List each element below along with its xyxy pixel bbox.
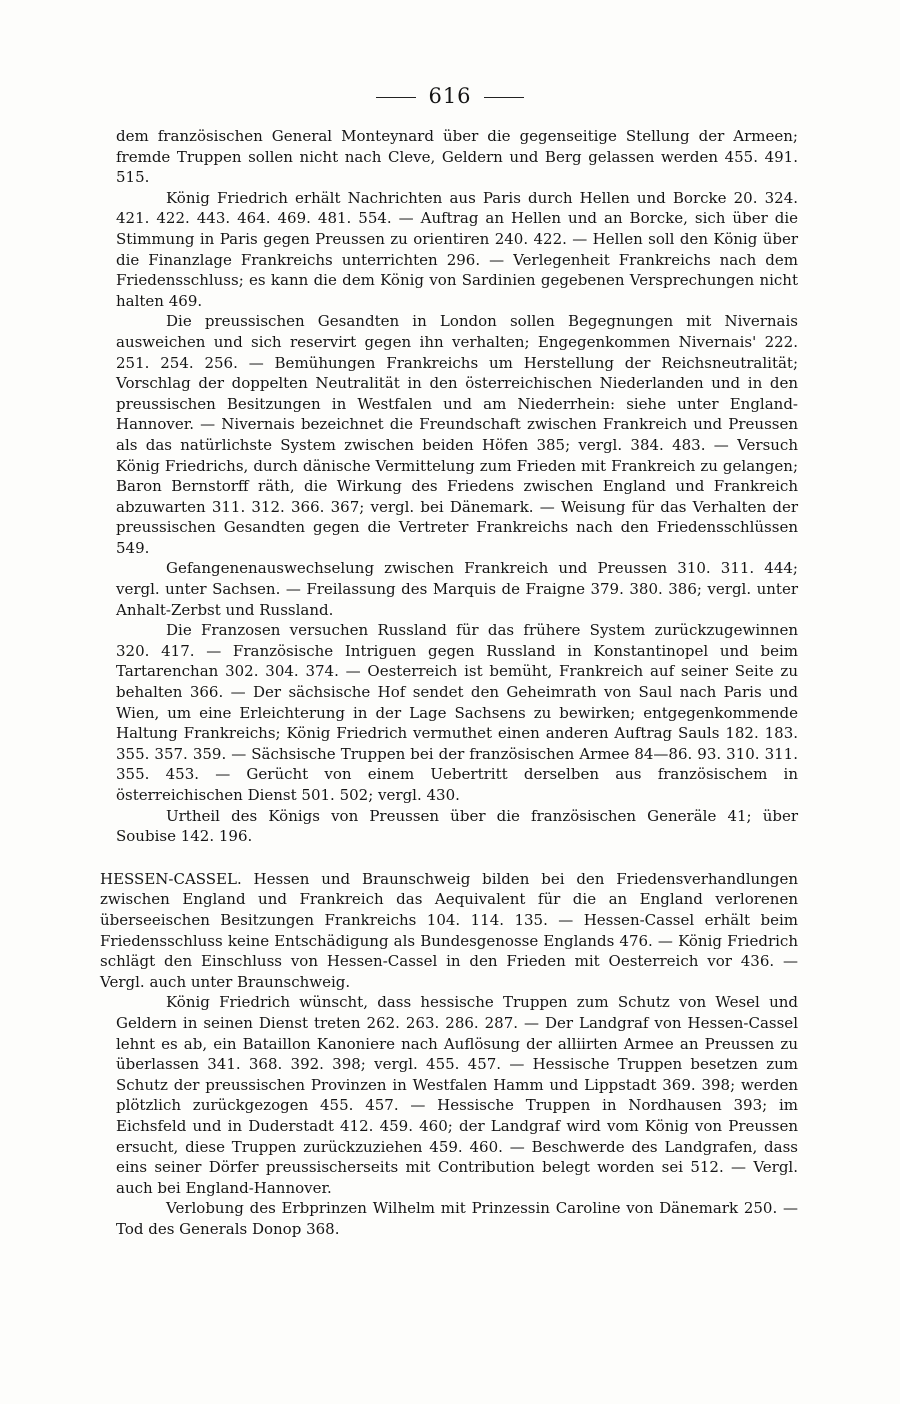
paragraph: Urtheil des Königs von Preussen über die französischen Generäle 41; über Soubise 142. 196.: [116, 806, 798, 846]
paragraph: dem französischen General Monteynard über die gegenseitige Stellung der Armeen; fremde Truppen sollen nicht nach Cleve, Geldern und Berg gelassen werden 455. 491. 515.: [116, 127, 798, 187]
paragraph: Die Franzosen versuchen Russland für das frühere System zurückzugewinnen 320. 417. — Französische Intriguen gegen Russland in Konstantinopel und beim Tartarenchan 302. 304. 374. — Oesterreich ist bemüht, Frankreich auf seiner Seite zu behalten 366. — Der sächsische Hof sendet den Geheimrath von Saul nach Paris und Wien, um eine Erleichterung in der Lage Sachsens zu bewirken; entgegenkommende Haltung Frankreichs; König Friedrich vermuthet einen anderen Auftrag Sauls 182. 183. 355. 357. 359. — Sächsische Truppen bei der französischen Armee 84—86. 93. 310. 311. 355. 453. — Gerücht von einem Uebertritt derselben aus französischem in österreichischen Dienst 501. 502; vergl. 430.: [116, 621, 798, 804]
body-text: [100, 126, 798, 1239]
left-rule: [376, 97, 416, 98]
page-number: [0, 84, 900, 108]
right-rule: [484, 97, 524, 98]
paragraph: König Friedrich erhält Nachrichten aus Paris durch Hellen und Borcke 20. 324. 421. 422. 443. 464. 469. 481. 554. — Auftrag an Hellen und an Borcke, sich über die Stimmung in Paris gegen Preussen zu orientiren 240. 422. — Hellen soll den König über die Finanzlage Frankreichs unterrichten 296. — Verlegenheit Frankreichs nach dem Friedensschluss; es kann die dem König von Sardinien gegebenen Versprechungen nicht halten 469.: [116, 188, 798, 310]
paragraph: Verlobung des Erbprinzen Wilhelm mit Prinzessin Caroline von Dänemark 250. — Tod des Generals Donop 368.: [116, 1199, 798, 1238]
paragraph: König Friedrich wünscht, dass hessische Truppen zum Schutz von Wesel und Geldern in seinen Dienst treten 262. 263. 286. 287. — Der Landgraf von Hessen-Cassel lehnt es ab, ein Bataillon Kanoniere nach Auflösung der alliirten Armee an Preussen zu überlassen 341. 368. 392. 398; vergl. 455. 457. — Hessische Truppen besetzen zum Schutz der preussischen Provinzen in Westfalen Hamm und Lippstadt 369. 398; werden plötzlich zurückgezogen 455. 457. — Hessische Truppen in Nordhausen 393; im Eichsfeld und in Duderstadt 412. 459. 460; der Landgraf wird vom König von Preussen ersucht, diese Truppen zurückzuziehen 459. 460. — Beschwerde des Landgrafen, dass eins seiner Dörfer preussischerseits mit Contribution belegt worden sei 512. — Vergl. auch bei England-Hannover.: [116, 993, 798, 1197]
paragraph: Die preussischen Gesandten in London sollen Begegnungen mit Nivernais ausweichen und sich reservirt gegen ihn verhalten; Engegenkommen Nivernais' 222. 251. 254. 256. — Bemühungen Frankreichs um Herstellung der Reichsneutralität; Vorschlag der doppelten Neutralität in den österreichischen Niederlanden und in den preussischen Besitzungen in Westfalen und am Niederrhein: siehe unter England-Hannover. — Nivernais bezeichnet die Freundschaft zwischen Frankreich und Preussen als das natürlichste System zwischen beiden Höfen 385; vergl. 384. 483. — Versuch König Friedrichs, durch dänische Vermittelung zum Frieden mit Frankreich zu gelangen; Baron Bernstorff räth, die Wirkung des Friedens zwischen England und Frankreich abzuwarten 311. 312. 366. 367; vergl. bei Dänemark. — Weisung für das Verhalten der preussischen Gesandten gegen die Vertreter Frankreichs nach den Friedensschlüssen 549.: [116, 312, 798, 557]
paragraph: Gefangenenauswechselung zwischen Frankreich und Preussen 310. 311. 444; vergl. unter Sachsen. — Freilassung des Marquis de Fraigne 379. 380. 386; vergl. unter Anhalt-Zerbst und Russland.: [116, 559, 798, 619]
page-number-text: 616: [428, 84, 472, 108]
section-gap: [116, 847, 798, 869]
section-heading-paragraph: HESSEN-CASSEL. Hessen und Braunschweig bilden bei den Friedensverhandlungen zwischen England und Frankreich das Aequivalent für die an England verlorenen überseeischen Besitzungen Frankreichs 104. 114. 135. — Hessen-Cassel erhält beim Friedensschluss keine Entschädigung als Bundesgenosse Englands 476. — König Friedrich schlägt den Einschluss von Hessen-Cassel in den Frieden mit Oesterreich vor 436. — Vergl. auch unter Braunschweig.: [100, 869, 798, 991]
